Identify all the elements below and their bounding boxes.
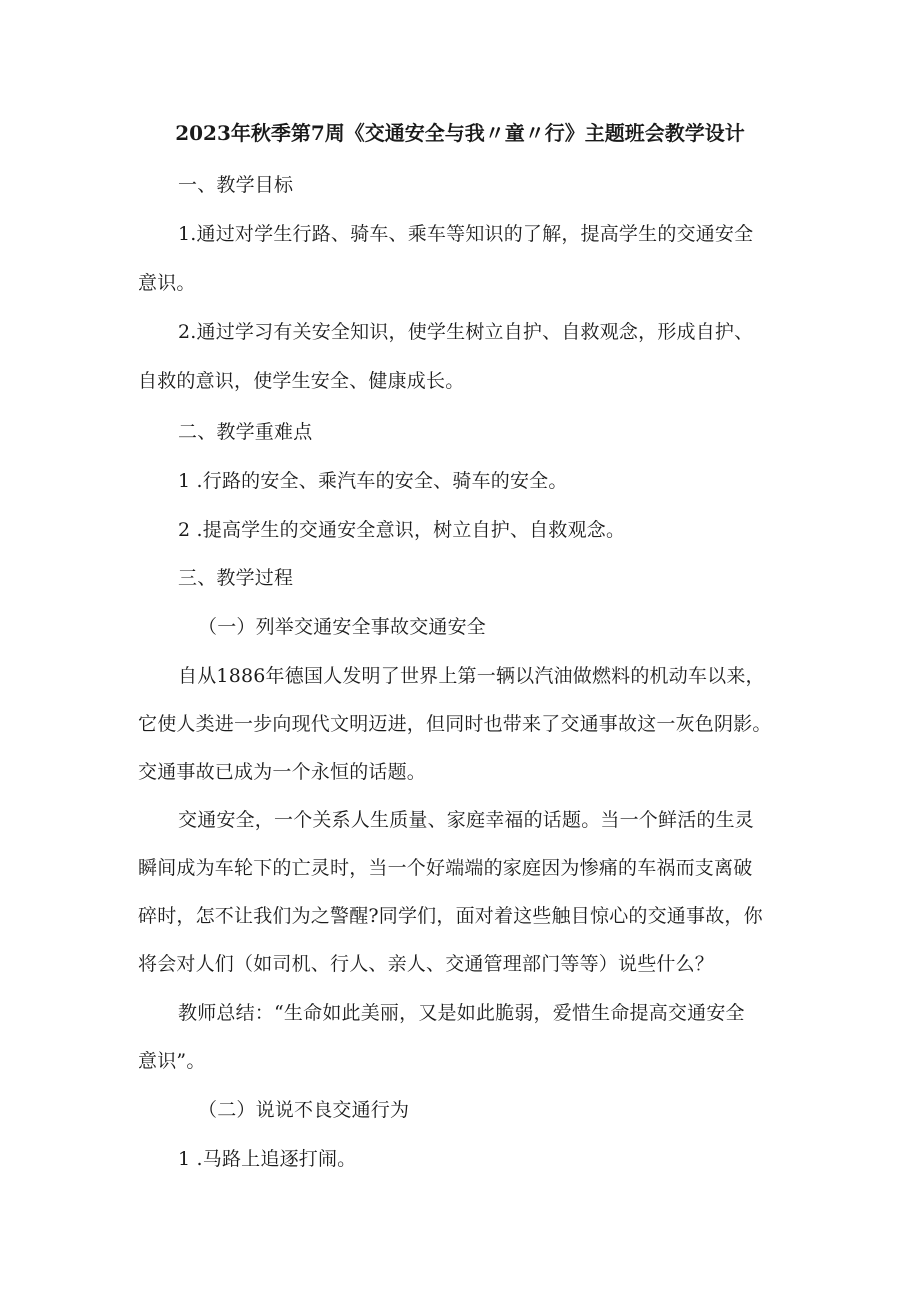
subsection-heading: （二）说说不良交通行为: [198, 1099, 410, 1121]
paragraph-line: 碎时，怎不让我们为之警醒?同学们，面对着这些触目惊心的交通事故，你: [138, 905, 763, 927]
paragraph-line: 将会对人们（如司机、行人、亲人、交通管理部门等等）说些什么？: [138, 953, 715, 975]
list-item: 2 .提高学生的交通安全意识，树立自护、自救观念。: [178, 519, 626, 541]
paragraph-line: 交通安全，一个关系人生质量、家庭幸福的话题。当一个鲜活的生灵: [178, 809, 755, 831]
section-heading-process: 三、教学过程: [178, 567, 294, 589]
subsection-heading: （一）列举交通安全事故交通安全: [198, 616, 487, 638]
section-heading-key-points: 二、教学重难点: [178, 421, 313, 443]
paragraph-line: 自救的意识，使学生安全、健康成长。: [138, 370, 465, 392]
paragraph-line: 它使人类进一步向现代文明迈进，但同时也带来了交通事故这一灰色阴影。: [138, 713, 772, 735]
paragraph-line: 瞬间成为车轮下的亡灵时，当一个好端端的家庭因为惨痛的车祸而支离破: [138, 857, 753, 879]
paragraph-line: 意识。: [138, 272, 196, 294]
list-item: 1 .行路的安全、乘汽车的安全、骑车的安全。: [178, 470, 568, 492]
paragraph-line: 交通事故已成为一个永恒的话题。: [138, 761, 427, 783]
section-heading-objectives: 一、教学目标: [178, 174, 294, 196]
list-item: 1 .马路上追逐打闹。: [178, 1148, 357, 1170]
paragraph-line: 教师总结：“生命如此美丽，又是如此脆弱，爱惜生命提高交通安全: [178, 1002, 745, 1024]
document-title: 2023年秋季第7周《交通安全与我〃童〃行》主题班会教学设计: [175, 121, 745, 145]
paragraph-line: 1.通过对学生行路、骑车、乘车等知识的了解，提高学生的交通安全: [178, 223, 754, 245]
paragraph-line: 意识”。: [138, 1050, 206, 1072]
paragraph-line: 自从1886年德国人发明了世界上第一辆以汽油做燃料的机动车以来，: [178, 665, 765, 687]
paragraph-line: 2.通过学习有关安全知识，使学生树立自护、自救观念，形成自护、: [178, 321, 754, 343]
